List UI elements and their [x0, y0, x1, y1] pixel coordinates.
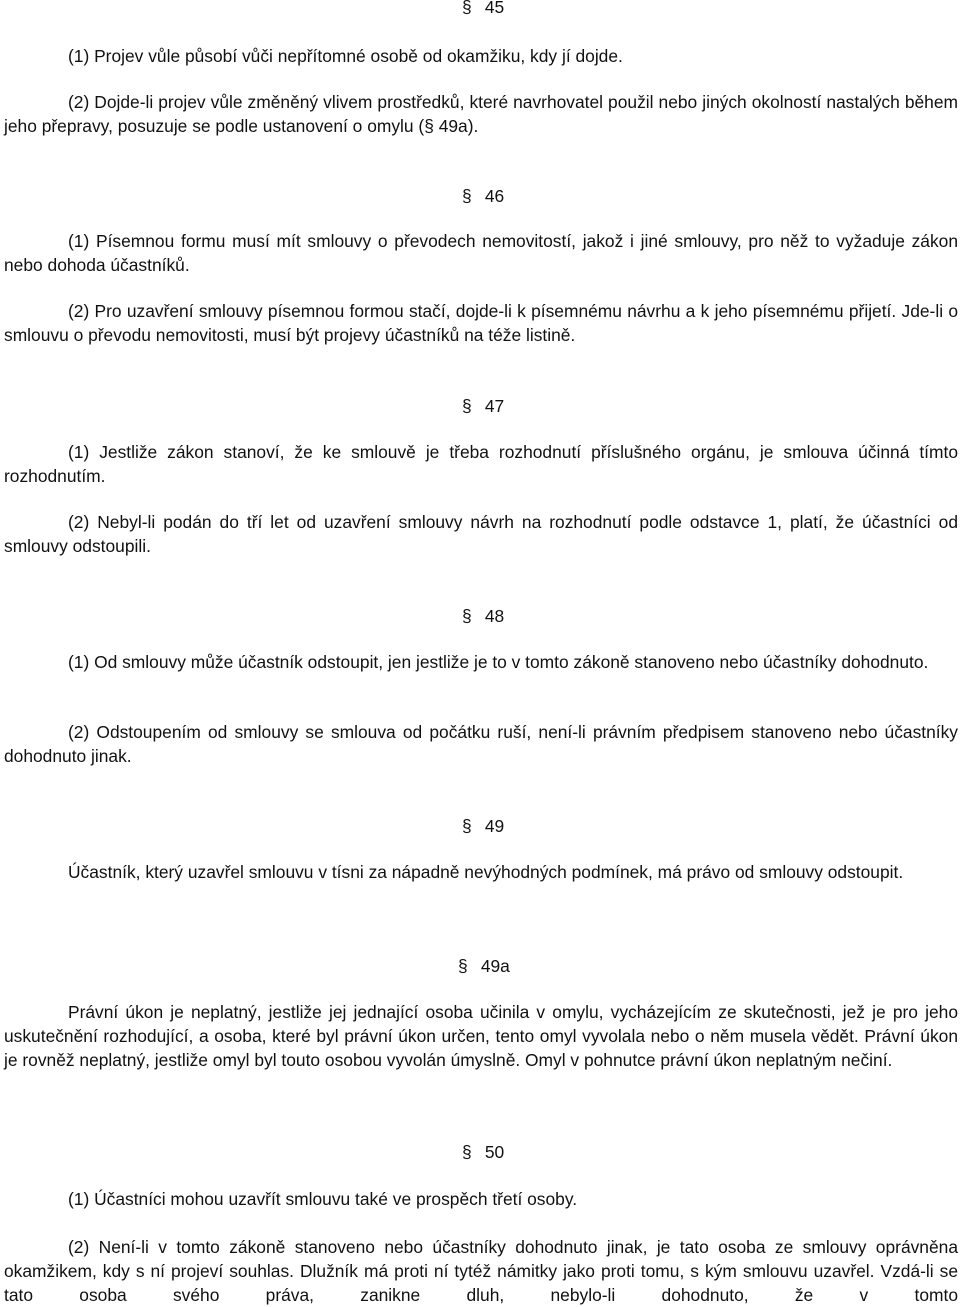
paragraph: (1) Projev vůle působí vůči nepřítomné osobě od okamžiku, kdy jí dojde.	[68, 46, 623, 66]
paragraph: (2) Pro uzavření smlouvy písemnou formou stačí, dojde-li k písemnému návrhu a k jeho písemnému přijetí. Jde-li o smlouvu o převodu nemovitosti, musí být projevy účastníků na téže listině.	[4, 301, 958, 345]
section-heading	[462, 606, 504, 626]
section-number: 45	[484, 0, 505, 17]
section-sign: §	[462, 606, 472, 626]
section-heading	[462, 396, 504, 416]
section-number: 49a	[480, 956, 510, 976]
section-heading	[462, 186, 504, 206]
section-heading	[462, 0, 504, 17]
section-sign: §	[462, 396, 472, 416]
section-sign: §	[462, 1142, 472, 1162]
paragraph: (2) Dojde-li projev vůle změněný vlivem prostředků, které navrhovatel použil nebo jiných okolností nastalých během jeho přepravy, posuzuje se podle ustanovení o omylu (§ 49a).	[4, 92, 958, 136]
section-number: 50	[484, 1142, 505, 1162]
section-number: 49	[484, 816, 505, 836]
paragraph: Právní úkon je neplatný, jestliže jej jednající osoba učinila v omylu, vycházejícím ze skutečnosti, jež je pro jeho uskutečnění rozhodující, a osoba, které byl právní úkon určen, tento omyl vyvolala nebo o něm musela vědět. Právní úkon je rovněž neplatný, jestliže omyl byl touto osobou vyvolán úmyslně. Omyl v pohnutce právní úkon neplatným nečiní.	[4, 1002, 958, 1070]
section-heading	[458, 956, 510, 976]
section-sign: §	[462, 0, 472, 17]
section-sign: §	[462, 186, 472, 206]
paragraph: (1) Účastníci mohou uzavřít smlouvu také ve prospěch třetí osoby.	[68, 1189, 578, 1209]
paragraph: (2) Není-li v tomto zákoně stanoveno nebo účastníky dohodnuto jinak, je tato osoba ze smlouvy oprávněna okamžikem, kdy s ní projeví souhlas. Dlužník má proti ní tytéž námitky jako proti tomu, s kým smlouvu uzavřel. Vzdá-li se tato osoba svého práva, zanikne dluh, nebylo-li dohodnuto, že v tomto	[4, 1237, 958, 1305]
paragraph: Účastník, který uzavřel smlouvu v tísni za nápadně nevýhodných podmínek, má právo od smlouvy odstoupit.	[68, 862, 904, 882]
section-sign: §	[462, 816, 472, 836]
section-number: 46	[484, 186, 505, 206]
section-number: 48	[484, 606, 505, 626]
section-heading	[462, 1142, 504, 1162]
section-heading	[462, 816, 504, 836]
section-number: 47	[484, 396, 505, 416]
section-sign: §	[458, 956, 468, 976]
paragraph: (1) Písemnou formu musí mít smlouvy o převodech nemovitostí, jakož i jiné smlouvy, pro něž to vyžaduje zákon nebo dohoda účastníků.	[4, 231, 958, 275]
paragraph: (1) Od smlouvy může účastník odstoupit, jen jestliže je to v tomto zákoně stanoveno nebo účastníky dohodnuto.	[68, 652, 929, 672]
paragraph: (2) Odstoupením od smlouvy se smlouva od počátku ruší, není-li právním předpisem stanoveno nebo účastníky dohodnuto jinak.	[4, 722, 958, 766]
paragraph: (2) Nebyl-li podán do tří let od uzavření smlouvy návrh na rozhodnutí podle odstavce 1, platí, že účastníci od smlouvy odstoupili.	[4, 512, 958, 556]
paragraph: (1) Jestliže zákon stanoví, že ke smlouvě je třeba rozhodnutí příslušného orgánu, je smlouva účinná tímto rozhodnutím.	[4, 442, 958, 486]
